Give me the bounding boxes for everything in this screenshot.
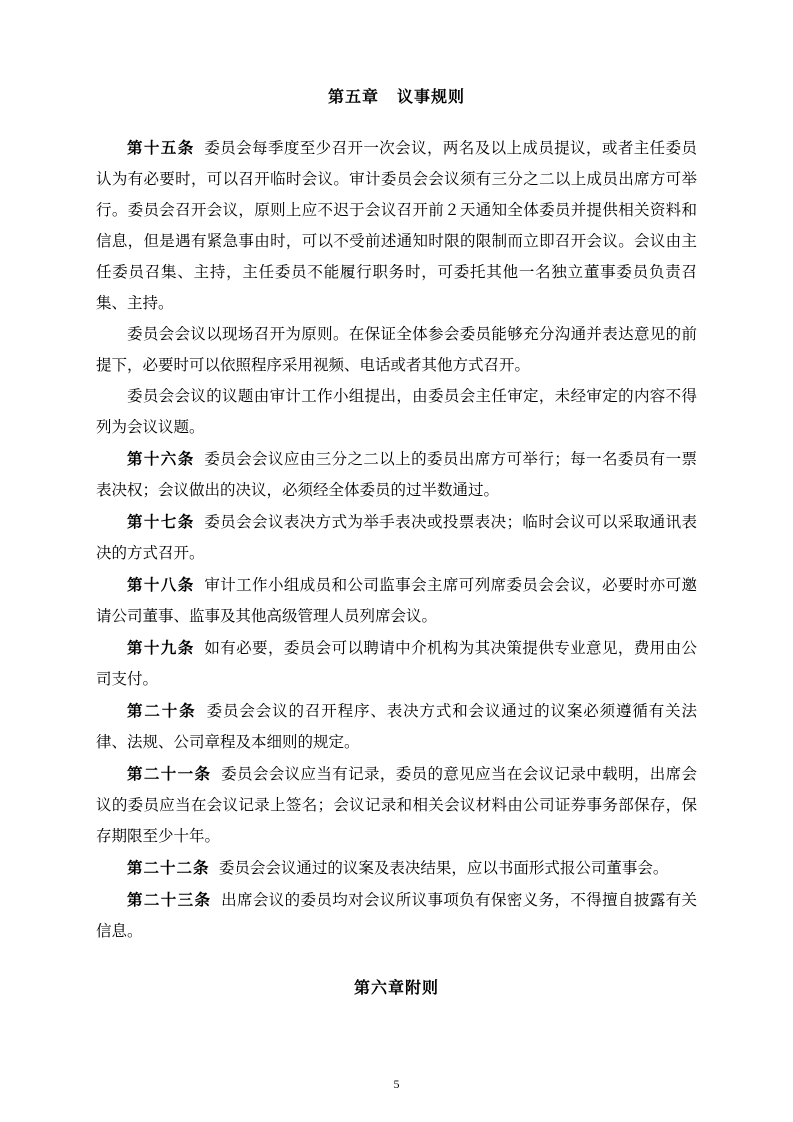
paragraph (96, 506, 697, 569)
article-label: 第十七条 (127, 511, 195, 531)
paragraph (96, 443, 697, 506)
article-text: 委员会会议表决方式为举手表决或投票表决；临时会议可以采取通讯表决的方式召开。 (96, 512, 697, 562)
article-label: 第十九条 (127, 637, 195, 657)
article-label: 第二十三条 (127, 889, 212, 909)
article-text: 委员会会议应当有记录，委员的意见应当在会议记录中载明，出席会议的委员应当在会议记录上签名；会议记录和相关会议材料由公司证券事务部保存，保存期限至少十年。 (96, 764, 697, 845)
paragraph (96, 758, 697, 852)
page-number: 5 (393, 1077, 400, 1091)
chapter-heading-bottom (96, 975, 697, 1001)
chapter-title: 附则 (405, 977, 440, 997)
paragraph (96, 852, 697, 884)
paragraph (96, 132, 697, 319)
article-text: 委员会会议以现场召开为原则。在保证全体参会委员能够充分沟通并表达意见的前提下，必要时可以依照程序采用视频、电话或者其他方式召开。 (96, 324, 697, 374)
article-label: 第二十条 (127, 700, 197, 720)
article-label: 第十六条 (127, 448, 195, 468)
article-label: 第十八条 (127, 574, 195, 594)
article-text: 委员会会议的议题由审计工作小组提出，由委员会主任审定，未经审定的内容不得列为会议议题。 (96, 386, 697, 436)
chapter-title: 议事规则 (397, 87, 466, 106)
article-text: 委员会每季度至少召开一次会议，两名及以上成员提议，或者主任委员认为有必要时，可以召开临时会议。审计委员会会议须有三分之二以上成员出席方可举行。委员会召开会议，原则上应不迟于会议召开前２天通知全体委员并提供相关资料和信息，但是遇有紧急事由时，可以不受前述通知时限的限制而立即召开会议。会议由主任委员召集、主持，主任委员不能履行职务时，可委托其他一名独立董事委员负责召集、主持。 (96, 138, 697, 312)
paragraph (96, 632, 697, 695)
article-label: 第十五条 (127, 137, 195, 157)
article-label: 第二十二条 (127, 857, 210, 877)
article-text: 审计工作小组成员和公司监事会主席可列席委员会会议，必要时亦可邀请公司董事、监事及其他高级管理人员列席会议。 (96, 575, 697, 625)
paragraph (96, 884, 697, 947)
article-text: 委员会会议的召开程序、表决方式和会议通过的议案必须遵循有关法律、法规、公司章程及本细则的规定。 (96, 701, 697, 751)
chapter-number: 第五章 (327, 87, 379, 106)
article-text: 委员会会议应由三分之二以上的委员出席方可举行；每一名委员有一票表决权；会议做出的决议，必须经全体委员的过半数通过。 (96, 449, 697, 499)
paragraph (96, 381, 697, 443)
paragraph (96, 319, 697, 381)
paragraph (96, 695, 697, 758)
article-text: 委员会会议通过的议案及表决结果，应以书面形式报公司董事会。 (218, 858, 669, 877)
paragraph (96, 569, 697, 632)
article-text: 出席会议的委员均对会议所议事项负有保密义务，不得擅自披露有关信息。 (96, 890, 697, 940)
article-label: 第二十一条 (127, 763, 212, 783)
chapter-heading-top (96, 84, 697, 110)
article-text: 如有必要，委员会可以聘请中介机构为其决策提供专业意见，费用由公司支付。 (96, 638, 697, 688)
chapter-number: 第六章 (353, 977, 405, 997)
